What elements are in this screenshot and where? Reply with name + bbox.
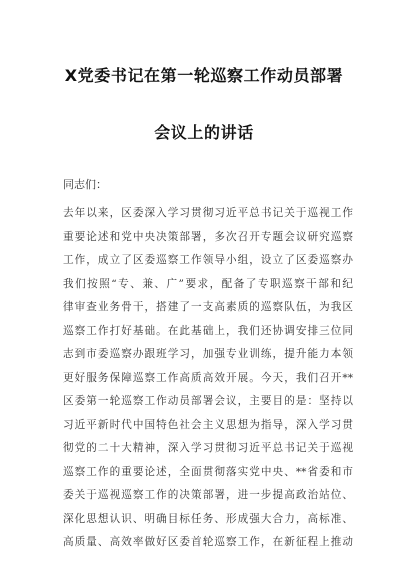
document-title: X党委书记在第一轮巡察工作动员部署 <box>64 66 344 85</box>
document-subtitle: 会议上的讲话 <box>154 123 254 142</box>
body-line: 深化思想认识、明确目标任务、形成强大合力，高标准、 <box>63 512 353 525</box>
body-line: 彻党的二十大精神，深入学习贯彻习近平总书记关于巡视 <box>63 442 353 454</box>
body-line: 律审查业务骨干，搭建了一支高素质的巡察队伍，为我区 <box>63 301 353 313</box>
body-line: 志到市委巡察办跟班学习，加强专业训练，提升能力本领 <box>63 348 353 360</box>
body-paragraph <box>63 202 353 555</box>
body-line: 工作，成立了区委巡察工作领导小组，设立了区委巡察办 <box>63 254 353 266</box>
body-line: 委关于巡视巡察工作的决策部署，进一步提高政治站位、 <box>63 489 353 501</box>
body-line: 高质量、高效率做好区委首轮巡察工作，在新征程上推动 <box>63 536 353 548</box>
body-line: 去年以来，区委深入学习贯彻习近平总书记关于巡视工作 <box>63 207 353 219</box>
body-line: 区委第一轮巡察工作动员部署会议，主要目的是：坚持以 <box>63 395 353 407</box>
body-line: 我们按照“专、兼、广”要求，配备了专职巡察干部和纪 <box>63 277 353 290</box>
body-line: 巡察工作的重要论述，全面贯彻落实党中央、**省委和市 <box>63 465 353 478</box>
body-line: 巡察工作打好基础。在此基础上，我们还协调安排三位同 <box>63 324 353 337</box>
body-line: 更好服务保障巡察工作高质高效开展。今天，我们召开** <box>63 371 353 384</box>
body-line: 习近平新时代中国特色社会主义思想为指导，深入学习贯 <box>63 418 353 431</box>
body-line: 重要论述和党中央决策部署，多次召开专题会议研究巡察 <box>63 230 353 243</box>
salutation: 同志们： <box>63 178 107 191</box>
